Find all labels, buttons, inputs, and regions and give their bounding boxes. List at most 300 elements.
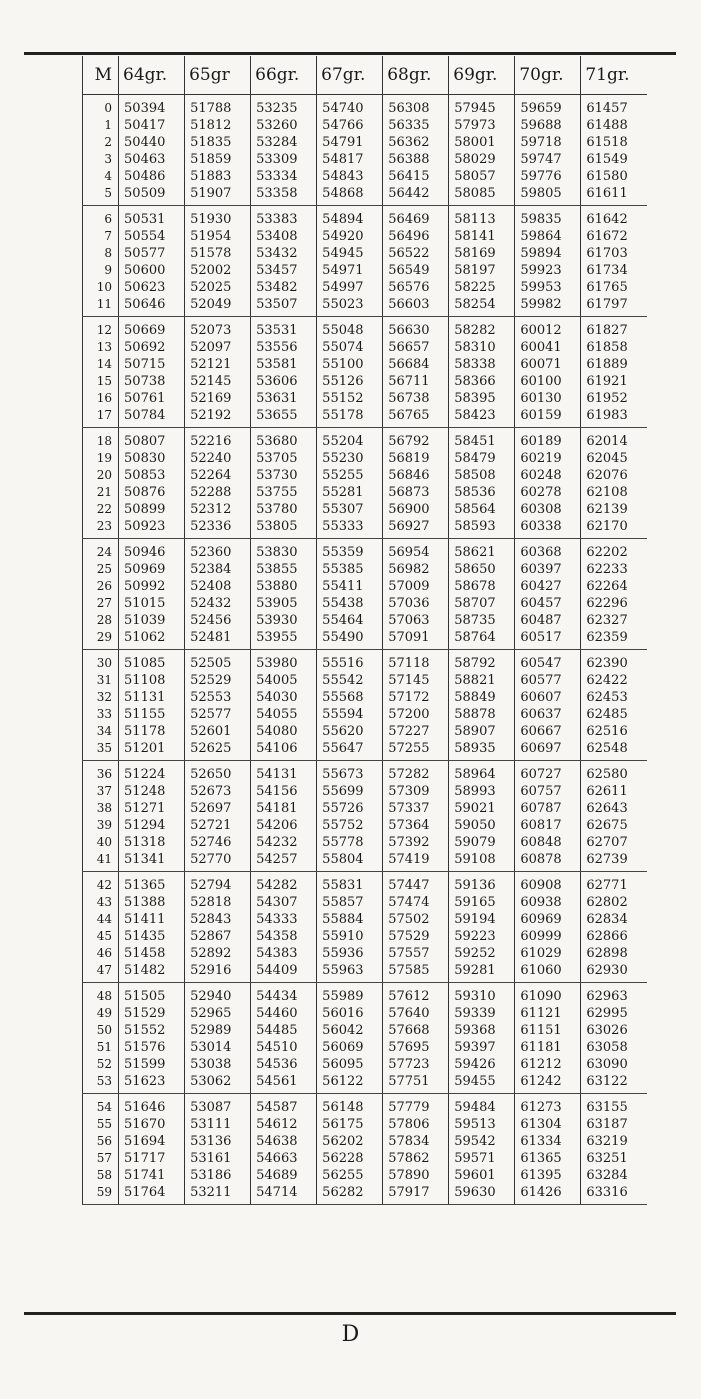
log-value-cell: 54843 [317,168,383,185]
minute-cell: 30 [83,650,119,673]
log-value-cell: 60219 [515,450,581,467]
log-value-cell: 55490 [317,629,383,650]
log-value-cell: 54997 [317,279,383,296]
log-value-cell: 51435 [119,928,185,945]
log-value-cell: 54894 [317,206,383,229]
log-value-cell: 54485 [251,1022,317,1039]
log-value-cell: 57227 [383,723,449,740]
log-value-cell: 57447 [383,872,449,895]
minute-cell: 55 [83,1116,119,1133]
log-value-cell: 55023 [317,296,383,317]
log-value-cell: 58764 [449,629,515,650]
log-value-cell: 62675 [581,817,647,834]
log-value-cell: 51062 [119,629,185,650]
log-value-cell: 52264 [185,467,251,484]
log-value-cell: 53087 [185,1094,251,1117]
log-value-cell: 54409 [251,962,317,983]
log-value-cell: 56684 [383,356,449,373]
log-value-cell: 57612 [383,983,449,1006]
log-value-cell: 60130 [515,390,581,407]
log-value-cell: 58821 [449,672,515,689]
log-value-cell: 60012 [515,317,581,340]
log-value-cell: 50853 [119,467,185,484]
log-value-cell: 57091 [383,629,449,650]
log-value-cell: 55989 [317,983,383,1006]
log-value-cell: 56282 [317,1184,383,1205]
log-value-cell: 58225 [449,279,515,296]
log-value-cell: 55230 [317,450,383,467]
log-value-cell: 54714 [251,1184,317,1205]
log-value-cell: 58338 [449,356,515,373]
log-value-cell: 62771 [581,872,647,895]
log-value-cell: 51271 [119,800,185,817]
log-value-cell: 59455 [449,1073,515,1094]
log-value-cell: 56175 [317,1116,383,1133]
minute-cell: 25 [83,561,119,578]
table-row [83,1022,648,1039]
log-value-cell: 57172 [383,689,449,706]
log-value-cell: 54131 [251,761,317,784]
log-value-cell: 59659 [515,95,581,118]
log-value-cell: 60041 [515,339,581,356]
minute-cell: 9 [83,262,119,279]
log-value-cell: 58678 [449,578,515,595]
log-value-cell: 60969 [515,911,581,928]
log-value-cell: 51015 [119,595,185,612]
log-value-cell: 54383 [251,945,317,962]
log-value-cell: 53482 [251,279,317,296]
log-value-cell: 53358 [251,185,317,206]
log-value-cell: 52121 [185,356,251,373]
log-value-cell: 52553 [185,689,251,706]
log-value-cell: 60368 [515,539,581,562]
log-value-cell: 61827 [581,317,647,340]
minute-cell: 49 [83,1005,119,1022]
log-value-cell: 52025 [185,279,251,296]
log-value-cell: 58029 [449,151,515,168]
log-value-cell: 59601 [449,1167,515,1184]
log-value-cell: 52481 [185,629,251,650]
log-value-cell: 60159 [515,407,581,428]
log-value-cell: 55281 [317,484,383,501]
log-value-cell: 53161 [185,1150,251,1167]
minute-cell: 44 [83,911,119,928]
log-value-cell: 53186 [185,1167,251,1184]
log-value-cell: 59776 [515,168,581,185]
log-value-cell: 62930 [581,962,647,983]
log-value-cell: 56522 [383,245,449,262]
log-value-cell: 62548 [581,740,647,761]
log-value-cell: 54791 [317,134,383,151]
minute-cell: 52 [83,1056,119,1073]
minute-cell: 28 [83,612,119,629]
log-value-cell: 57364 [383,817,449,834]
log-value-cell: 51788 [185,95,251,118]
header-65gr: 65gr [185,56,251,95]
log-value-cell: 53755 [251,484,317,501]
log-value-cell: 51458 [119,945,185,962]
log-value-cell: 52625 [185,740,251,761]
log-value-cell: 60577 [515,672,581,689]
log-value-cell: 51835 [185,134,251,151]
table-row [83,689,648,706]
minute-cell: 4 [83,168,119,185]
log-value-cell: 59426 [449,1056,515,1073]
log-value-cell: 59630 [449,1184,515,1205]
minute-cell: 8 [83,245,119,262]
log-value-cell: 58536 [449,484,515,501]
log-value-cell: 58197 [449,262,515,279]
log-value-cell: 57723 [383,1056,449,1073]
log-value-cell: 62485 [581,706,647,723]
log-value-cell: 52577 [185,706,251,723]
log-value-cell: 57668 [383,1022,449,1039]
log-value-cell: 50531 [119,206,185,229]
table-row [83,872,648,895]
minute-cell: 57 [83,1150,119,1167]
minute-cell: 17 [83,407,119,428]
log-value-cell: 51646 [119,1094,185,1117]
minute-cell: 19 [83,450,119,467]
log-value-cell: 60397 [515,561,581,578]
log-value-cell: 54206 [251,817,317,834]
log-value-cell: 51365 [119,872,185,895]
log-value-cell: 52601 [185,723,251,740]
log-value-cell: 57419 [383,851,449,872]
log-value-cell: 53930 [251,612,317,629]
minute-cell: 51 [83,1039,119,1056]
table-row [83,783,648,800]
log-value-cell: 62045 [581,450,647,467]
log-value-cell: 62014 [581,428,647,451]
log-value-cell: 54080 [251,723,317,740]
log-value-cell: 50417 [119,117,185,134]
log-value-cell: 56819 [383,450,449,467]
log-value-cell: 60999 [515,928,581,945]
log-value-cell: 54766 [317,117,383,134]
log-value-cell: 58141 [449,228,515,245]
log-value-cell: 59310 [449,983,515,1006]
log-value-cell: 53655 [251,407,317,428]
log-value-cell: 50554 [119,228,185,245]
log-value-cell: 51505 [119,983,185,1006]
table-row [83,185,648,206]
log-value-cell: 61090 [515,983,581,1006]
log-value-cell: 57145 [383,672,449,689]
log-value-cell: 55178 [317,407,383,428]
log-value-cell: 59484 [449,1094,515,1117]
table-row [83,1150,648,1167]
log-value-cell: 58707 [449,595,515,612]
table-row [83,983,648,1006]
table-row [83,206,648,229]
log-value-cell: 59688 [515,117,581,134]
log-value-cell: 57200 [383,706,449,723]
minute-cell: 21 [83,484,119,501]
log-value-cell: 54307 [251,894,317,911]
log-value-cell: 57973 [449,117,515,134]
log-value-cell: 61304 [515,1116,581,1133]
log-value-cell: 54971 [317,262,383,279]
table-row [83,134,648,151]
table-row [83,407,648,428]
log-value-cell: 52073 [185,317,251,340]
log-value-cell: 55048 [317,317,383,340]
log-value-cell: 55804 [317,851,383,872]
log-value-cell: 59050 [449,817,515,834]
log-value-cell: 58113 [449,206,515,229]
log-value-cell: 59923 [515,262,581,279]
minute-cell: 53 [83,1073,119,1094]
minute-cell: 5 [83,185,119,206]
minute-cell: 11 [83,296,119,317]
table-row [83,151,648,168]
table-row [83,851,648,872]
log-value-cell: 58878 [449,706,515,723]
header-68gr: 68gr. [383,56,449,95]
log-value-cell: 57255 [383,740,449,761]
log-value-cell: 51552 [119,1022,185,1039]
log-value-cell: 55857 [317,894,383,911]
log-value-cell: 52216 [185,428,251,451]
log-value-cell: 53880 [251,578,317,595]
log-value-cell: 60848 [515,834,581,851]
log-value-cell: 57392 [383,834,449,851]
log-value-cell: 57036 [383,595,449,612]
table-row [83,672,648,689]
minute-cell: 2 [83,134,119,151]
log-value-cell: 53383 [251,206,317,229]
table-row [83,262,648,279]
log-value-cell: 54055 [251,706,317,723]
minute-cell: 20 [83,467,119,484]
log-value-cell: 58650 [449,561,515,578]
log-value-cell: 55126 [317,373,383,390]
table-row [83,817,648,834]
log-value-cell: 56576 [383,279,449,296]
log-value-cell: 55936 [317,945,383,962]
log-value-cell: 59339 [449,1005,515,1022]
log-value-cell: 58395 [449,390,515,407]
log-value-cell: 51085 [119,650,185,673]
log-value-cell: 54333 [251,911,317,928]
minute-cell: 58 [83,1167,119,1184]
log-value-cell: 61611 [581,185,647,206]
log-value-cell: 59136 [449,872,515,895]
log-value-cell: 51294 [119,817,185,834]
log-value-cell: 54156 [251,783,317,800]
log-value-cell: 52169 [185,390,251,407]
log-value-cell: 58792 [449,650,515,673]
minute-cell: 48 [83,983,119,1006]
log-value-cell: 51411 [119,911,185,928]
log-value-cell: 54005 [251,672,317,689]
log-value-cell: 60938 [515,894,581,911]
log-value-cell: 61797 [581,296,647,317]
log-value-cell: 58964 [449,761,515,784]
log-value-cell: 53235 [251,95,317,118]
minute-cell: 40 [83,834,119,851]
log-value-cell: 58479 [449,450,515,467]
minute-cell: 37 [83,783,119,800]
log-value-cell: 62170 [581,518,647,539]
log-value-cell: 54817 [317,151,383,168]
log-value-cell: 61212 [515,1056,581,1073]
log-value-cell: 50509 [119,185,185,206]
log-value-cell: 62834 [581,911,647,928]
log-value-cell: 51741 [119,1167,185,1184]
log-value-cell: 63058 [581,1039,647,1056]
log-value-cell: 50646 [119,296,185,317]
log-value-cell: 53334 [251,168,317,185]
log-value-cell: 51039 [119,612,185,629]
log-value-cell: 56042 [317,1022,383,1039]
log-value-cell: 55255 [317,467,383,484]
log-value-cell: 55726 [317,800,383,817]
log-value-cell: 51599 [119,1056,185,1073]
table-row [83,539,648,562]
log-value-cell: 59982 [515,296,581,317]
log-value-cell: 59542 [449,1133,515,1150]
minute-cell: 6 [83,206,119,229]
log-value-cell: 62739 [581,851,647,872]
log-value-cell: 50715 [119,356,185,373]
log-value-cell: 52721 [185,817,251,834]
log-value-cell: 61765 [581,279,647,296]
log-value-cell: 51388 [119,894,185,911]
table-row [83,279,648,296]
log-value-cell: 53038 [185,1056,251,1073]
log-value-cell: 61642 [581,206,647,229]
table-row [83,761,648,784]
table-body [83,95,648,1205]
log-value-cell: 53284 [251,134,317,151]
log-value-cell: 55910 [317,928,383,945]
log-value-cell: 62516 [581,723,647,740]
table-row [83,706,648,723]
table-row [83,723,648,740]
log-value-cell: 50463 [119,151,185,168]
log-value-cell: 55831 [317,872,383,895]
log-value-cell: 57751 [383,1073,449,1094]
log-value-cell: 61889 [581,356,647,373]
log-value-cell: 52650 [185,761,251,784]
log-value-cell: 53014 [185,1039,251,1056]
log-value-cell: 51224 [119,761,185,784]
log-value-cell: 50899 [119,501,185,518]
log-value-cell: 52336 [185,518,251,539]
minute-cell: 33 [83,706,119,723]
log-value-cell: 53830 [251,539,317,562]
log-value-cell: 60189 [515,428,581,451]
log-value-cell: 53309 [251,151,317,168]
log-value-cell: 53705 [251,450,317,467]
log-value-cell: 53432 [251,245,317,262]
minute-cell: 7 [83,228,119,245]
table-row [83,501,648,518]
minute-cell: 29 [83,629,119,650]
log-value-cell: 50486 [119,168,185,185]
log-value-cell: 57337 [383,800,449,817]
log-value-cell: 55568 [317,689,383,706]
log-value-cell: 59571 [449,1150,515,1167]
log-value-cell: 57282 [383,761,449,784]
log-value-cell: 58254 [449,296,515,317]
table-row [83,428,648,451]
log-value-cell: 59397 [449,1039,515,1056]
log-value-cell: 51131 [119,689,185,706]
table-row [83,928,648,945]
table-row [83,1116,648,1133]
minute-cell: 32 [83,689,119,706]
minute-cell: 31 [83,672,119,689]
log-value-cell: 63316 [581,1184,647,1205]
log-value-cell: 56016 [317,1005,383,1022]
table-row [83,296,648,317]
log-value-cell: 50784 [119,407,185,428]
minute-cell: 41 [83,851,119,872]
table-row [83,518,648,539]
log-value-cell: 51318 [119,834,185,851]
log-value-cell: 56738 [383,390,449,407]
table-row [83,168,648,185]
table-row [83,228,648,245]
log-value-cell: 61060 [515,962,581,983]
table-row [83,1073,648,1094]
log-value-cell: 61334 [515,1133,581,1150]
log-value-cell: 61580 [581,168,647,185]
log-value-cell: 61029 [515,945,581,962]
table-row [83,1094,648,1117]
log-value-cell: 59252 [449,945,515,962]
log-value-cell: 61426 [515,1184,581,1205]
log-value-cell: 61365 [515,1150,581,1167]
log-value-cell: 55752 [317,817,383,834]
log-value-cell: 56122 [317,1073,383,1094]
log-value-cell: 55963 [317,962,383,983]
log-value-cell: 55438 [317,595,383,612]
table-row [83,339,648,356]
log-value-cell: 57309 [383,783,449,800]
log-value-cell: 60457 [515,595,581,612]
log-value-cell: 53556 [251,339,317,356]
log-value-cell: 50969 [119,561,185,578]
log-value-cell: 52989 [185,1022,251,1039]
log-value-cell: 62108 [581,484,647,501]
log-value-cell: 57529 [383,928,449,945]
header-69gr: 69gr. [449,56,515,95]
log-value-cell: 63219 [581,1133,647,1150]
log-value-cell: 55333 [317,518,383,539]
log-value-cell: 61952 [581,390,647,407]
log-value-cell: 52697 [185,800,251,817]
log-value-cell: 54689 [251,1167,317,1184]
minute-cell: 3 [83,151,119,168]
log-value-cell: 56900 [383,501,449,518]
log-value-cell: 55359 [317,539,383,562]
log-value-cell: 53905 [251,595,317,612]
minute-cell: 22 [83,501,119,518]
log-value-cell: 52940 [185,983,251,1006]
log-value-cell: 57474 [383,894,449,911]
minute-cell: 34 [83,723,119,740]
table-row [83,612,648,629]
log-value-cell: 62422 [581,672,647,689]
log-value-cell: 51576 [119,1039,185,1056]
log-value-cell: 61181 [515,1039,581,1056]
minute-cell: 35 [83,740,119,761]
table-row [83,894,648,911]
